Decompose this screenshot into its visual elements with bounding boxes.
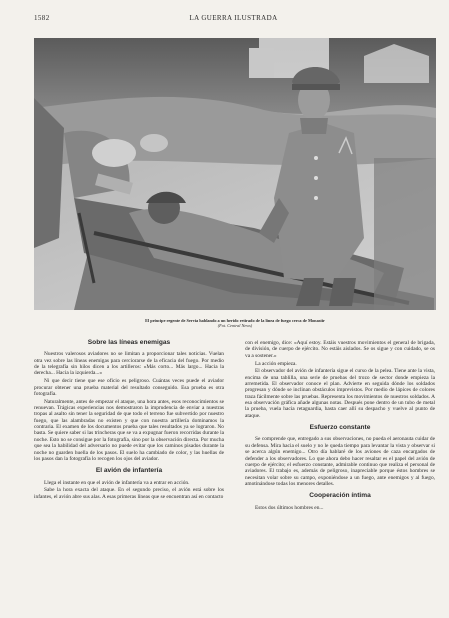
section-heading: Cooperación íntima bbox=[309, 492, 371, 500]
section-heading: Esfuerzo constante bbox=[309, 424, 371, 432]
paragraph: Estos dos últimos hombres en... bbox=[255, 504, 324, 511]
right-column bbox=[245, 340, 435, 512]
section-heading: El avión de infantería bbox=[95, 467, 163, 475]
paragraph: Llega el instante en que el avión de infantería va a entrar en acción. bbox=[44, 479, 190, 486]
paragraph: Nuestros valerosos aviadores no se limitan a proporcionar tales noticias. Vuelan otra vez sobre las líneas enemigas para cerciorarse de la eficacia del fuego. Por medio de la telegrafía sin hilos dicen a los artilleros: «Más corto... Más largo... Hacia la derecha... Hacia la izquierda...» bbox=[34, 351, 224, 377]
paragraph: El observador del avión de infantería sigue el curso de la pelea. Tiene ante la vista, encima de una tablilla, una serie de pruebas del trozo de sector donde empieza la arremetida. El observador conoce el plan. Advierte en seguida dónde los soldados progresan y dónde se inclinan obstáculos imprevistos. Por medio de lápices de colores traza fácilmente sobre las pruebas. Representa los movimientos de nuestros soldados. A esa observación gráfica añade algunas notas. Después pone dentro de un tubo de metal la prueba, vuela hacia retaguardia, hasta caer allí su despacho y vuelve al punto de ataque. bbox=[245, 368, 435, 419]
paragraph: con el enemigo, dice: «Aquí estoy. Estáis vuestros movimientos el general de brigada, de división, de cuerpo de ejército. No estáis aislados. Se os sigue y con cuidado, se os va a sostener.» bbox=[245, 340, 435, 359]
page-header bbox=[34, 14, 433, 24]
paragraph: Se comprende que, entregado a sus observaciones, no pueda el aeronauta cuidar de su defensa. Mira hacia el suelo y no le queda tiempo para levantar la vista y observar si se acerca algún enemigo... Otro día hablaré de los aviones de caza encargados de defender a los observadores. Lo que ahora debo hacer resaltar es el papel del avión de cuerpo de ejército; el esfuerzo constante, admirable continuo que realiza el personal de aviadores. El trabajo es, además de peligroso, inapreciable porque éstos hombres se necesitan volar sobre su campo, exponiéndose a un fuego, ante enemigos y al fuego, amotinándose todas los menores detalles. bbox=[245, 436, 435, 487]
paragraph: Naturalmente, antes de empezar el ataque, una hora antes, esos reconocimientos se renuevan. Trágicas experiencias nos demostraron la imprudencia de enviar a nuestras tropas al asalto sin tener la seguridad de que todo el terreno fue subvertido por nuestro fuego, que las alambradas no existen y que con nuestra artillería dominamos la contraria. El examen de los documentos prueba que tales resultados ya se lograron. No basta. Se quiere saber si las trincheras que se va a expugnar fueron recorridas durante la noche. Esto no se consigue por la fotografía, sino por la observación directa. Por mucha que sea la habilidad del adversario no puede evitar que los caminos pisados durante la noche no guarden huella de los pasos. El suelo ha cambiado de color, y las huellas de los pasos dan la fotografía lo recogen los ojos del aviador. bbox=[34, 398, 224, 462]
photo-caption bbox=[34, 318, 436, 329]
page-number: 1582 bbox=[34, 14, 50, 22]
left-column bbox=[34, 340, 224, 502]
publication-title: LA GUERRA ILUSTRADA bbox=[189, 14, 278, 22]
caption-text: El príncipe regente de Servia hablando a un herido retirado de la línea de fuego cerca de Monastir bbox=[145, 318, 325, 323]
photo-credit: (Fot. Central News) bbox=[217, 323, 253, 329]
paragraph: La acción empieza. bbox=[255, 360, 297, 367]
paragraph: Ni que decir tiene que ese oficio es peligroso. Cuántas veces puede el aviador procurar obtener una prueba material del resultado conseguido. Esa prueba es otra fotografía. bbox=[34, 378, 224, 397]
news-photograph bbox=[34, 38, 436, 310]
section-heading: Sobre las líneas enemigas bbox=[87, 339, 171, 346]
paragraph: Sabe la hora exacta del ataque. En el segundo preciso, el avión está sobre los infantes, el avión abre sus alas. A esas primeras líneas que se encuentran así en contacto bbox=[34, 487, 224, 500]
